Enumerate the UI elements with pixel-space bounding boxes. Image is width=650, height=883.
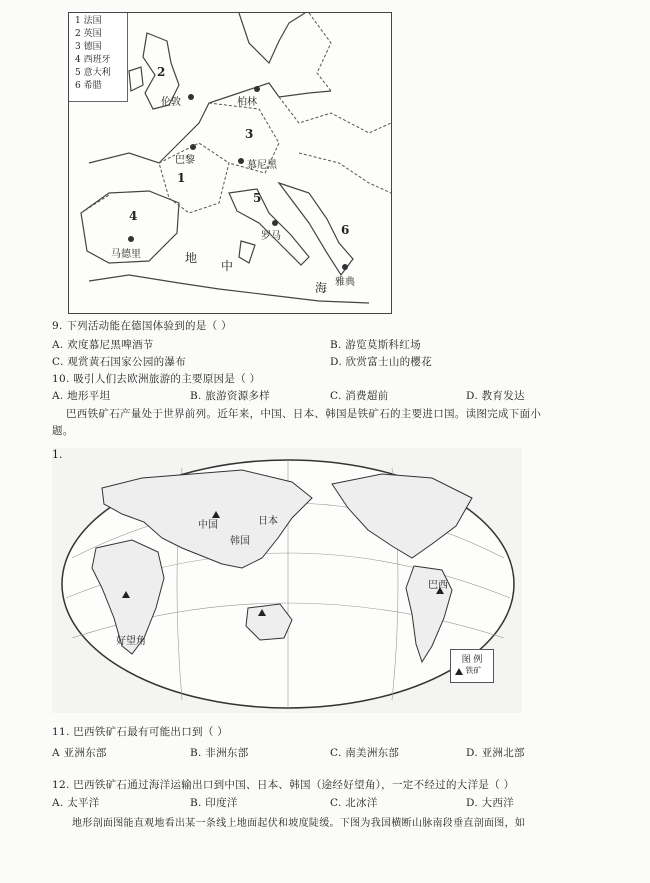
legend-item: 1 法国 — [75, 16, 102, 26]
intro-paragraph: 巴西铁矿石产量处于世界前列。近年来，中国、日本、韩国是铁矿石的主要进口国。读图完成下面小 — [66, 408, 542, 420]
number-3: 3 — [245, 127, 254, 141]
legend-item: 3 德国 — [75, 42, 102, 52]
world-map-legend — [450, 649, 494, 683]
legend-item: 4 西班牙 — [75, 55, 111, 65]
q9-option-b[interactable]: B. 游览莫斯科红场 — [330, 339, 421, 351]
legend-item: 6 希腊 — [75, 81, 102, 91]
city-berlin: 柏林 — [237, 97, 257, 108]
number-1: 1 — [177, 171, 186, 185]
q9-stem: 9. 下列活动能在德国体验到的是（ ） — [52, 320, 232, 332]
world-map — [52, 448, 522, 713]
legend-title: 图 例 — [461, 655, 483, 665]
footer-paragraph: 地形剖面图能直观地看出某一条线上地面起伏和坡度陡缓。下图为我国横断山脉南段垂直剖面图，如 — [72, 818, 526, 829]
legend-iron-label: 铁矿 — [465, 666, 482, 675]
q11-option-a[interactable]: A 亚洲东部 — [52, 747, 107, 759]
q12-option-a[interactable]: A. 太平洋 — [52, 797, 100, 809]
label-brazil: 巴西 — [428, 580, 448, 591]
city-london: 伦敦 — [161, 97, 181, 108]
sea-label: 中 — [221, 259, 234, 273]
q12-option-b[interactable]: B. 印度洋 — [190, 797, 238, 809]
city-athens: 雅典 — [335, 277, 355, 288]
europe-legend — [69, 13, 128, 102]
q11-option-d[interactable]: D. 亚洲北部 — [466, 747, 525, 759]
q9-option-d[interactable]: D. 欣赏富士山的樱花 — [330, 356, 433, 368]
q11-stem: 11. 巴西铁矿石最有可能出口到（ ） — [52, 726, 229, 738]
number-4: 4 — [129, 209, 138, 223]
europe-map — [68, 12, 392, 314]
label-china: 中国 — [198, 520, 218, 531]
q9-option-a[interactable]: A. 欢度慕尼黑啤酒节 — [52, 339, 154, 351]
legend-item: 2 英国 — [75, 29, 102, 39]
number-5: 5 — [253, 191, 262, 205]
number-2: 2 — [157, 65, 166, 79]
city-rome: 罗马 — [261, 231, 281, 242]
q12-stem: 12. 巴西铁矿石通过海洋运输出口到中国、日本、韩国（途经好望角），一定不经过的大洋是（ ） — [52, 779, 515, 791]
sea-label: 地 — [185, 251, 198, 265]
city-paris: 巴黎 — [175, 155, 195, 166]
label-korea: 韩国 — [230, 536, 250, 547]
q12-option-d[interactable]: D. 大西洋 — [466, 797, 515, 809]
q10-option-c[interactable]: C. 消费超前 — [330, 390, 389, 402]
iron-ore-icon — [455, 668, 463, 675]
number-6: 6 — [341, 223, 350, 237]
sea-label: 海 — [315, 281, 328, 295]
intro-paragraph-cont: 题。 — [52, 425, 74, 437]
legend-item: 5 意大利 — [75, 68, 111, 78]
city-munich: 慕尼黑 — [247, 160, 277, 171]
q11-option-c[interactable]: C. 南美洲东部 — [330, 747, 400, 759]
q10-option-d[interactable]: D. 教育发达 — [466, 390, 525, 402]
label-japan: 日本 — [258, 516, 278, 527]
q10-option-a[interactable]: A. 地形平坦 — [52, 390, 111, 402]
q9-option-c[interactable]: C. 观赏黄石国家公园的瀑布 — [52, 356, 187, 368]
city-madrid: 马德里 — [111, 249, 141, 260]
q12-option-c[interactable]: C. 北冰洋 — [330, 797, 378, 809]
q10-stem: 10. 吸引人们去欧洲旅游的主要原因是（ ） — [52, 373, 261, 385]
label-cape: 好望角 — [116, 636, 146, 647]
q10-option-b[interactable]: B. 旅游资源多样 — [190, 390, 271, 402]
q11-option-b[interactable]: B. 非洲东部 — [190, 747, 249, 759]
legend-iron — [451, 665, 493, 676]
corner-number: 1. — [52, 448, 63, 461]
